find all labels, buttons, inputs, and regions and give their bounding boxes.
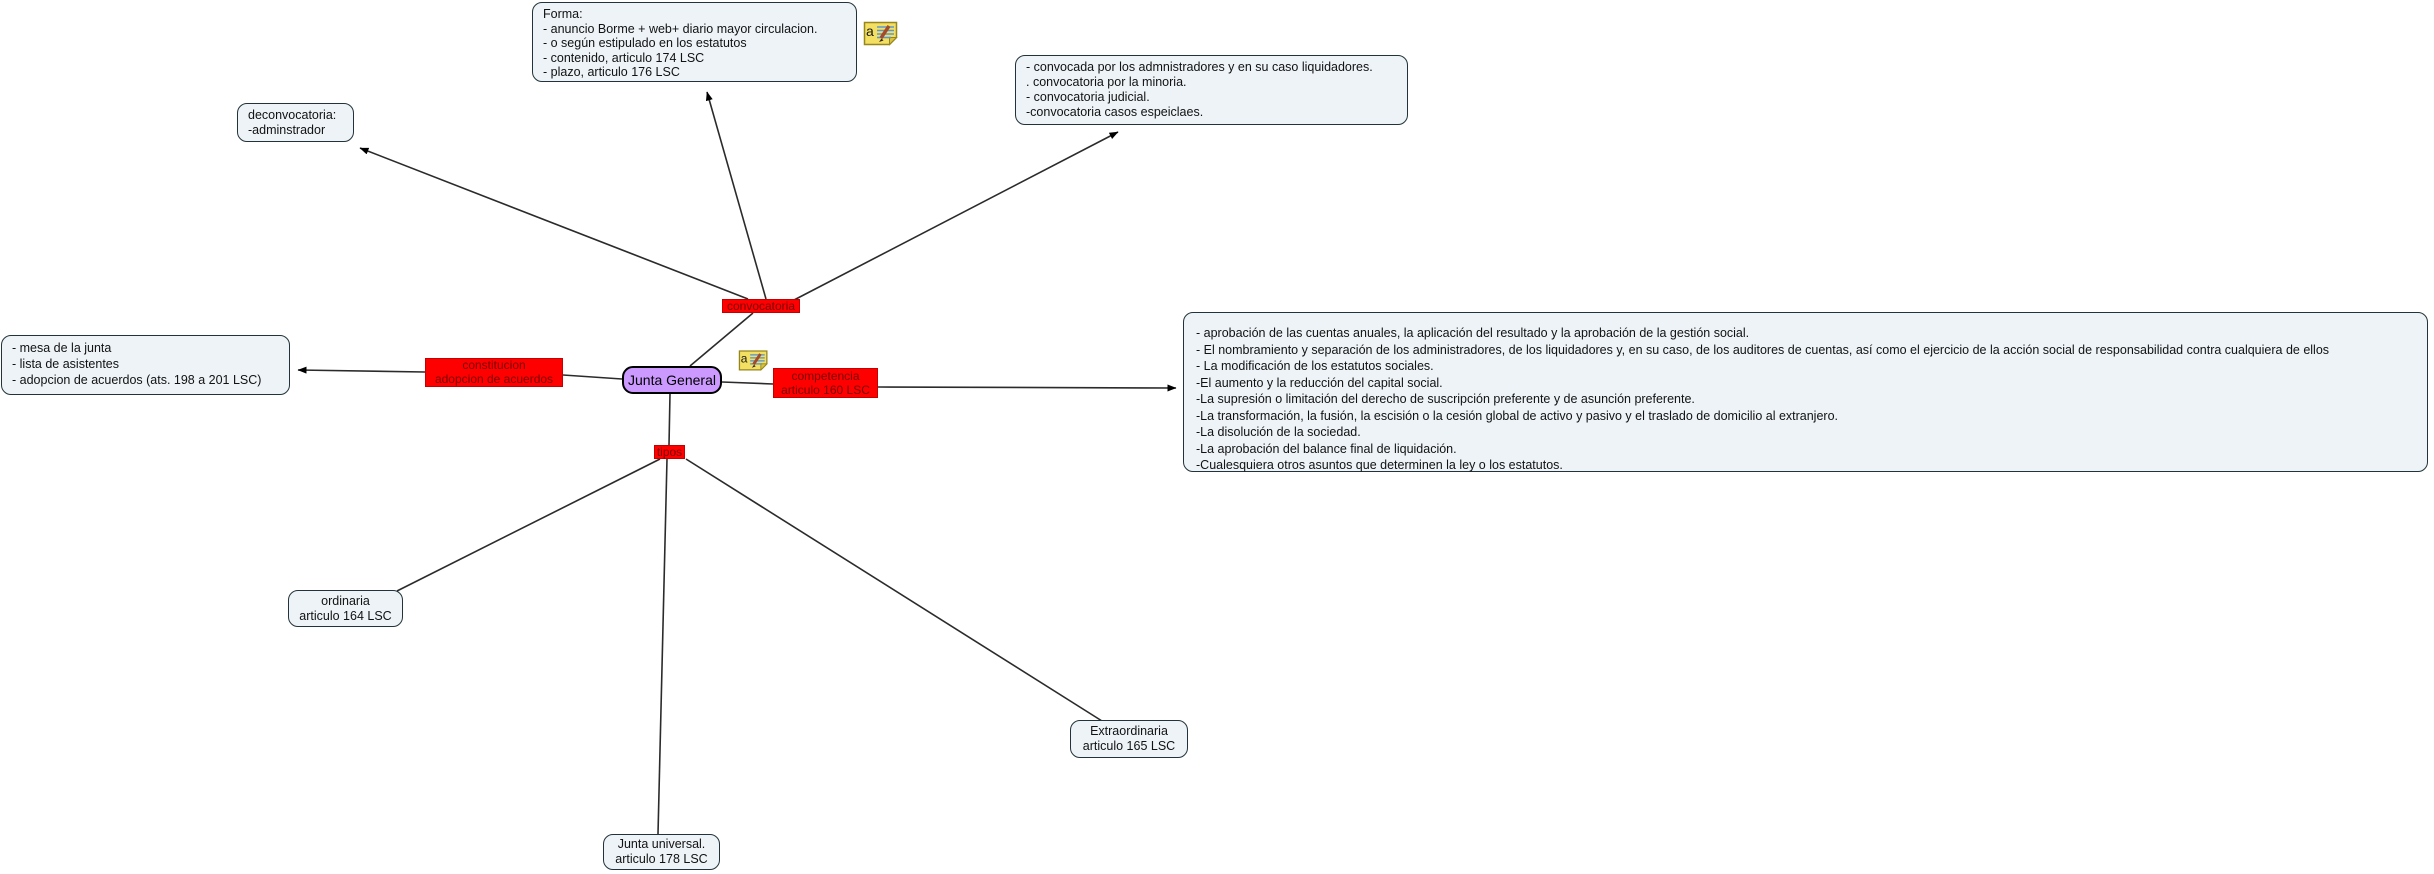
edge-root-constitucion	[563, 375, 622, 379]
node-line: - adopcion de acuerdos (ats. 198 a 201 LSC)	[12, 373, 262, 387]
node-line: Forma:	[543, 7, 583, 21]
node-deconvocatoria[interactable]	[237, 103, 354, 142]
note-icon[interactable]	[863, 19, 900, 52]
edge-competencia-detalle	[878, 387, 1176, 388]
node-line: -adminstrador	[248, 123, 326, 137]
node-junta-universal[interactable]	[603, 834, 720, 870]
node-line: - lista de asistentes	[12, 357, 119, 371]
node-line: - El nombramiento y separación de los administradores, de los liquidadores y, en su caso, de los auditores de cuentas, así como el ejercicio de la acción social de responsabilidad contra cualquiera de ellos	[1196, 342, 2330, 357]
node-line: -convocatoria casos espeiclaes.	[1026, 105, 1204, 119]
node-line: articulo 165 LSC	[1082, 739, 1176, 753]
node-competencia-detalle[interactable]	[1183, 312, 2428, 472]
node-line: - convocatoria judicial.	[1026, 90, 1150, 104]
node-line: - contenido, articulo 174 LSC	[543, 50, 705, 65]
node-line: - mesa de la junta	[12, 341, 112, 355]
node-extraordinaria[interactable]	[1070, 720, 1188, 758]
node-line: -La supresión o limitación del derecho de suscripción preferente y de asunción preferente.	[1196, 392, 1695, 406]
node-line: - La modificación de los estatutos sociales.	[1196, 359, 1434, 373]
node-line: - anuncio Borme + web+ diario mayor circulacion.	[543, 21, 818, 36]
edge-tipos-universal	[658, 459, 667, 834]
node-line: - aprobación de las cuentas anuales, la aplicación del resultado y la aprobación de la gestión social.	[1196, 326, 1750, 340]
node-line: -El aumento y la reducción del capital social.	[1196, 375, 1443, 390]
node-line: articulo 178 LSC	[615, 852, 708, 866]
edge-tipos-extraordinaria	[686, 459, 1102, 721]
node-line: ordinaria	[321, 594, 370, 608]
node-line: -Cualesquiera otros asuntos que determinen la ley o los estatutos.	[1196, 458, 1563, 472]
note-icon[interactable]	[738, 348, 770, 377]
node-line: - plazo, articulo 176 LSC	[543, 65, 680, 79]
node-line: Extraordinaria	[1090, 724, 1168, 738]
edge-convocatoria-forma	[707, 92, 766, 299]
node-line: - convocada por los admnistradores y en su caso liquidadores.	[1026, 60, 1373, 74]
note-icon-letter: a	[740, 351, 748, 366]
edge-tipos-ordinaria	[397, 459, 660, 591]
node-junta-general[interactable]: Junta General	[622, 366, 722, 394]
node-ordinaria[interactable]	[288, 590, 403, 627]
branch-line: competencia	[791, 369, 860, 383]
branch-line: articulo 160 LSC	[781, 382, 870, 397]
node-line: articulo 164 LSC	[299, 609, 392, 623]
branch-constitucion-adopcion[interactable]	[425, 358, 563, 387]
node-line: - o según estipulado en los estatutos	[543, 36, 747, 50]
node-line: Junta universal.	[617, 837, 706, 851]
branch-competencia[interactable]	[773, 368, 878, 398]
edge-convocatoria-convocada	[794, 132, 1118, 300]
branch-convocatoria[interactable]: convocatoria	[722, 299, 800, 313]
edge-root-tipos	[669, 394, 670, 445]
branch-line: adopcion de acuerdos	[434, 371, 554, 386]
node-mesa-acuerdos[interactable]	[1, 335, 290, 395]
node-convocada[interactable]	[1015, 55, 1408, 125]
node-line: -La aprobación del balance final de liquidación.	[1196, 441, 1457, 456]
edge-root-competencia	[722, 382, 773, 384]
node-line: -La transformación, la fusión, la escisión o la cesión global de activo y pasivo y el traslado de domicilio al extranjero.	[1196, 408, 1838, 423]
branch-tipos[interactable]: tipos	[654, 445, 685, 459]
edge-convocatoria-deconvocatoria	[360, 148, 748, 299]
branch-line: constitucion	[462, 358, 526, 372]
node-line: . convocatoria por la minoria.	[1026, 75, 1187, 89]
edge-constitucion-mesa	[298, 370, 425, 372]
node-line: -La disolución de la sociedad.	[1196, 425, 1361, 439]
node-line: deconvocatoria:	[248, 108, 337, 122]
note-icon-letter: a	[866, 23, 874, 39]
node-forma[interactable]	[532, 2, 857, 82]
